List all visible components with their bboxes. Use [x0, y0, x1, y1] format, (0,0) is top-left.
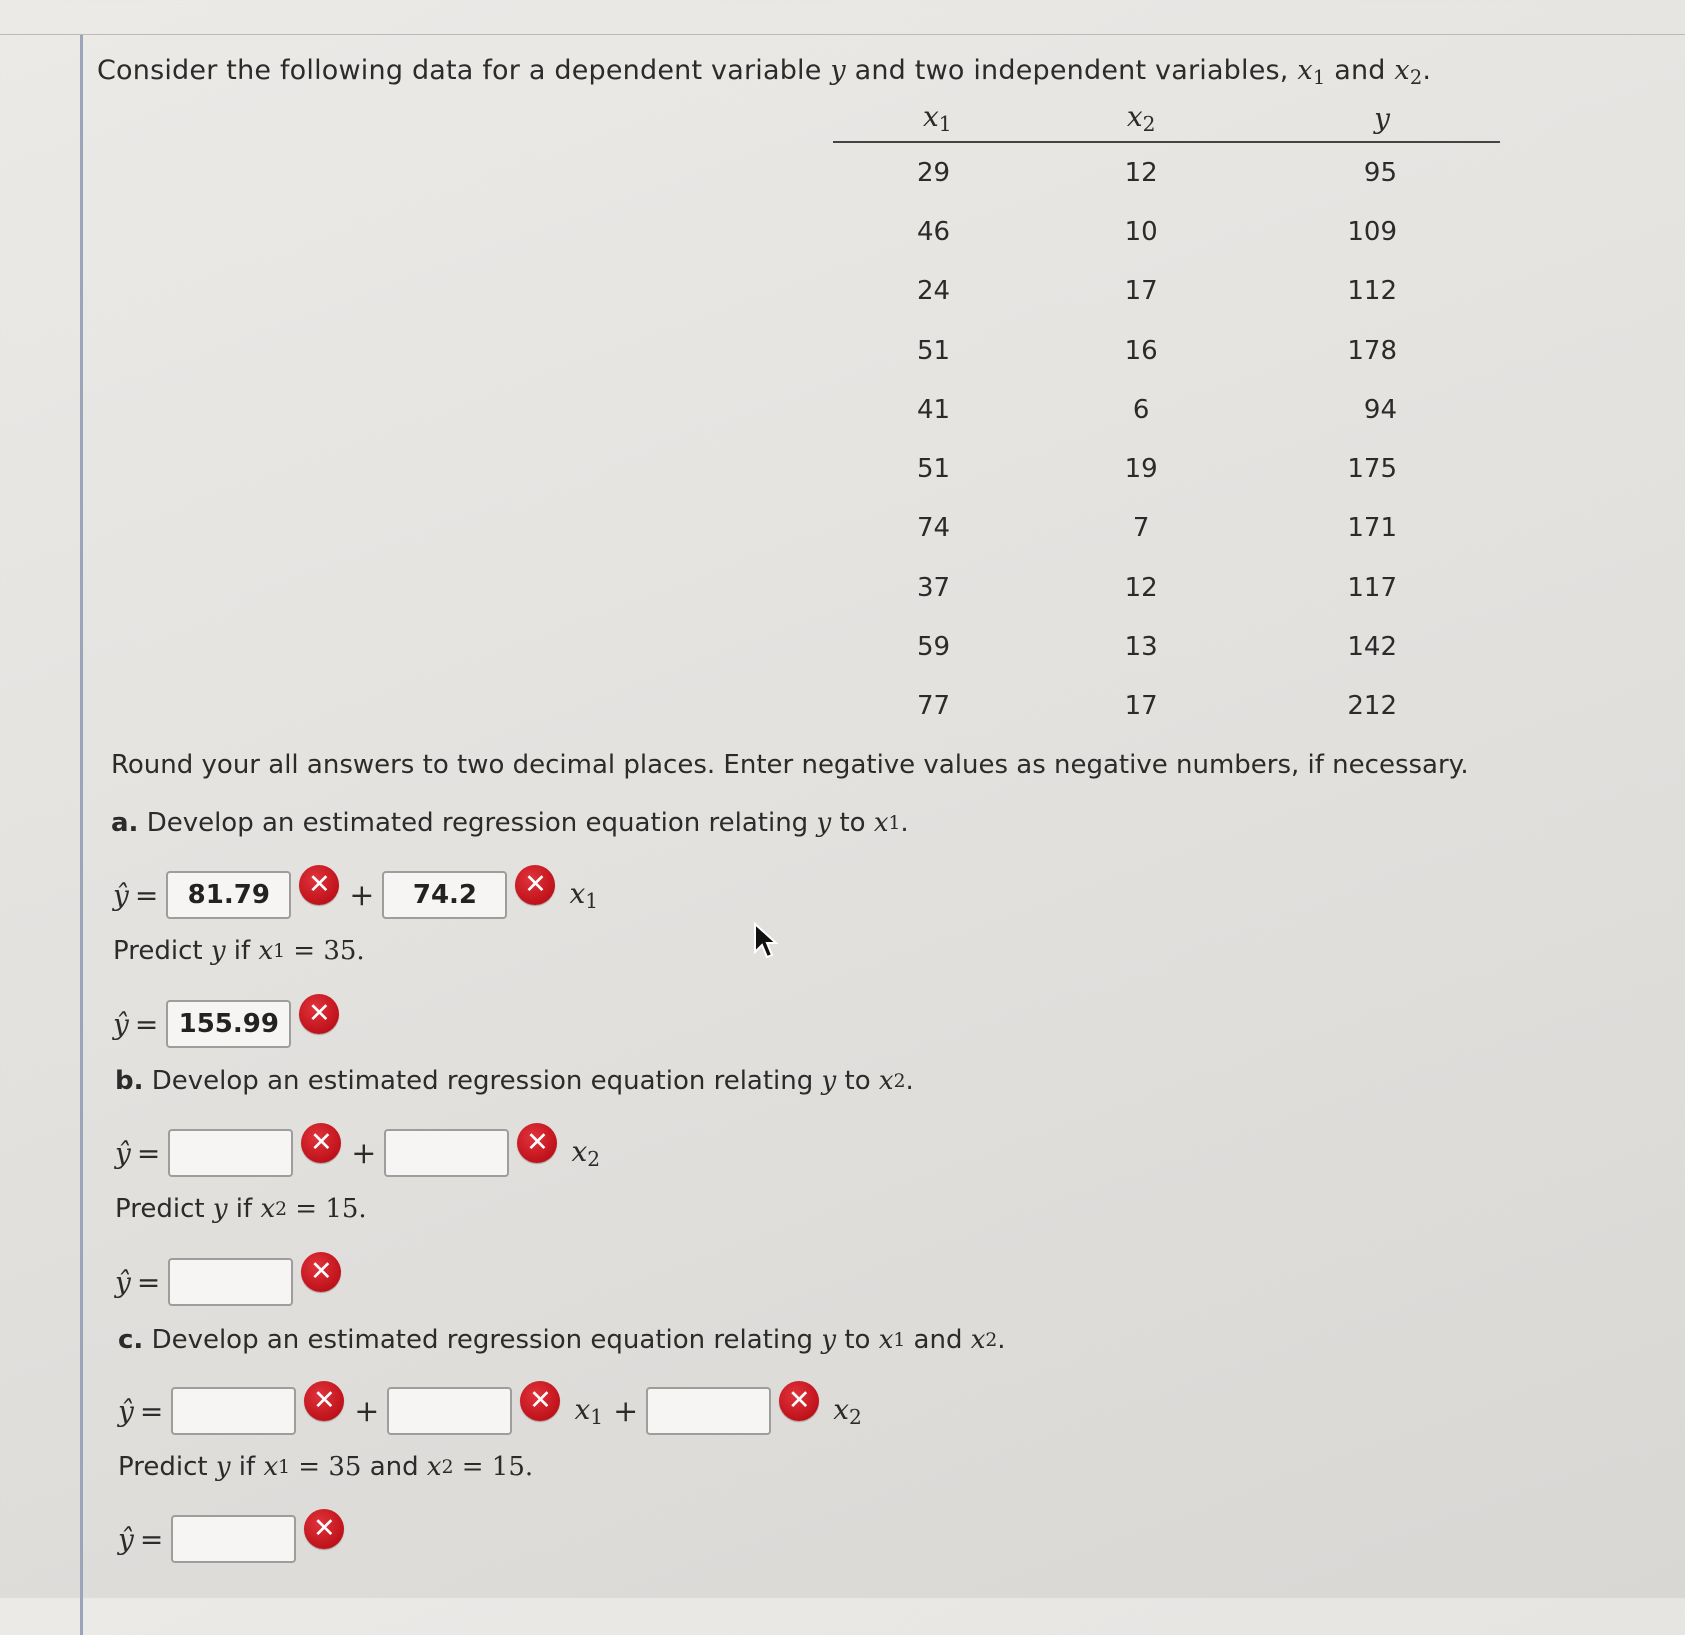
table-row	[833, 499, 1500, 558]
table-cell: 77	[917, 691, 951, 722]
mouse-cursor-icon	[753, 922, 779, 962]
part-b-equation: ŷ = ✕ + ✕ $x_2$	[115, 1129, 600, 1177]
table-cell: 175	[1347, 454, 1397, 485]
table-cell: 178	[1347, 335, 1397, 366]
part-c-predict-prompt: Predict y if x 1 = 35 and x 2 = 15.	[118, 1452, 534, 1482]
incorrect-icon: ✕	[515, 865, 555, 905]
part-b-slope-input[interactable]	[384, 1129, 509, 1177]
header-x2: $x_2$	[1061, 95, 1220, 142]
table-cell: 51	[917, 454, 951, 485]
data-table	[833, 95, 1500, 736]
table-row	[833, 617, 1500, 676]
table-cell: 95	[1363, 157, 1397, 188]
table-cell: 29	[917, 157, 951, 188]
table-cell: 19	[1124, 454, 1158, 485]
incorrect-icon: ✕	[517, 1123, 557, 1163]
table-row	[833, 677, 1500, 736]
incorrect-icon: ✕	[304, 1509, 344, 1549]
table-cell: 112	[1347, 276, 1397, 307]
instructions: Round your all answers to two decimal places. Enter negative values as negative numbers, if necessary.	[111, 750, 1469, 780]
incorrect-icon: ✕	[299, 994, 339, 1034]
table-row	[833, 321, 1500, 380]
part-a-slope-input[interactable]: 74.2	[382, 871, 507, 919]
part-b-prediction-input[interactable]	[168, 1258, 293, 1306]
part-a-prompt: a. Develop an estimated regression equation relating y to x 1 .	[111, 808, 909, 838]
table-cell: 46	[917, 216, 951, 247]
table-cell: 142	[1347, 632, 1397, 663]
part-a-intercept-input[interactable]: 81.79	[166, 871, 291, 919]
incorrect-icon: ✕	[304, 1381, 344, 1421]
incorrect-icon: ✕	[779, 1381, 819, 1421]
table-cell: 212	[1347, 691, 1397, 722]
part-a-equation: ŷ = 81.79 ✕ + 74.2 ✕ $x_1$	[113, 871, 598, 919]
part-c-prompt: c. Develop an estimated regression equation relating y to x 1 and x 2 .	[118, 1325, 1006, 1355]
table-cell: 24	[917, 276, 951, 307]
part-b-intercept-input[interactable]	[168, 1129, 293, 1177]
part-c-b2-input[interactable]	[646, 1387, 771, 1435]
table-cell: 37	[917, 572, 951, 603]
table-cell: 10	[1124, 216, 1158, 247]
header-x1: $x_1$	[833, 95, 1061, 142]
table-row	[833, 558, 1500, 617]
table-cell: 6	[1132, 394, 1150, 425]
table-row	[833, 142, 1500, 202]
part-c-equation: ŷ = ✕ + ✕ $x_1$ + ✕ $x_2$	[118, 1387, 862, 1435]
part-c-prediction-input[interactable]	[171, 1515, 296, 1563]
table-cell: 171	[1347, 513, 1397, 544]
table-cell: 7	[1132, 513, 1150, 544]
table-cell: 51	[917, 335, 951, 366]
part-a-predict-prompt: Predict y if x 1 = 35.	[113, 936, 365, 966]
table-cell: 16	[1124, 335, 1158, 366]
table-cell: 109	[1347, 216, 1397, 247]
table-cell: 94	[1363, 394, 1397, 425]
incorrect-icon: ✕	[299, 865, 339, 905]
table-row	[833, 380, 1500, 439]
table-row	[833, 262, 1500, 321]
header-y: y	[1221, 95, 1500, 142]
table-row	[833, 202, 1500, 261]
table-header-row	[833, 95, 1500, 142]
part-b-prompt: b. Develop an estimated regression equation relating y to x 2 .	[115, 1066, 914, 1096]
part-a-prediction: ŷ = 155.99 ✕	[113, 1000, 347, 1048]
table-cell: 117	[1347, 572, 1397, 603]
part-b-prediction: ŷ = ✕	[115, 1258, 349, 1306]
table-cell: 12	[1124, 157, 1158, 188]
table-cell: 41	[917, 394, 951, 425]
table-cell: 12	[1124, 572, 1158, 603]
incorrect-icon: ✕	[301, 1252, 341, 1292]
incorrect-icon: ✕	[520, 1381, 560, 1421]
part-b-predict-prompt: Predict y if x 2 = 15.	[115, 1194, 367, 1224]
table-row	[833, 439, 1500, 498]
table-cell: 13	[1124, 632, 1158, 663]
table-cell: 59	[917, 632, 951, 663]
table-cell: 17	[1124, 276, 1158, 307]
part-a-prediction-input[interactable]: 155.99	[166, 1000, 291, 1048]
question-intro: Consider the following data for a dependent variable y and two independent variables, $x_1$ and $x_2$.	[97, 55, 1432, 89]
table-cell: 74	[917, 513, 951, 544]
incorrect-icon: ✕	[301, 1123, 341, 1163]
part-c-prediction: ŷ = ✕	[118, 1515, 352, 1563]
part-c-b1-input[interactable]	[387, 1387, 512, 1435]
table-cell: 17	[1124, 691, 1158, 722]
part-c-intercept-input[interactable]	[171, 1387, 296, 1435]
